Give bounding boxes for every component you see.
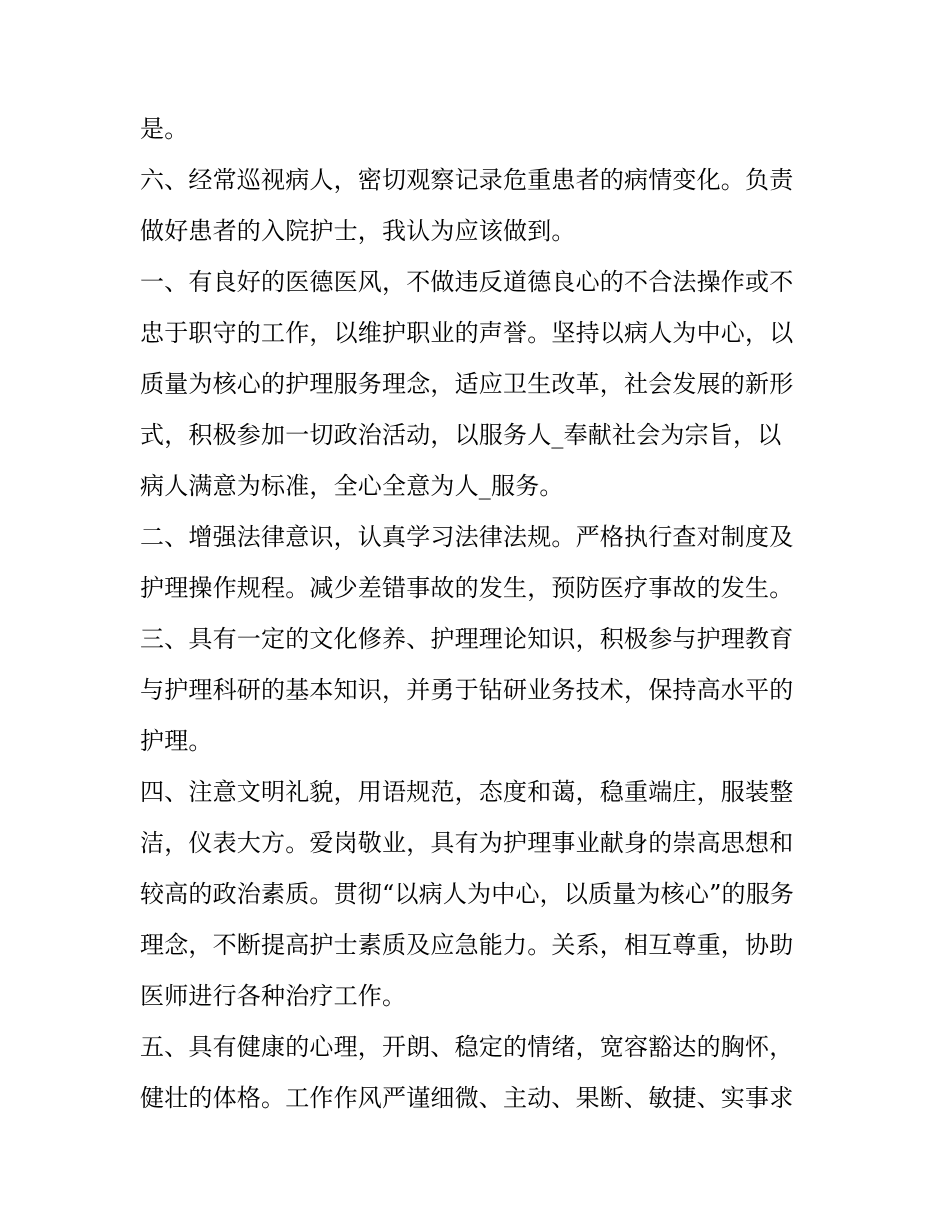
text-line: 医师进行各种治疗工作。 [140,982,407,1010]
text-line: 洁，仪表大方。爱岗敬业，具有为护理事业献身的崇高思想和 [140,829,794,857]
text-line: 病人满意为标准，全心全意为人_服务。 [140,472,564,500]
text-line: 做好患者的入院护士，我认为应该做到。 [140,217,576,245]
document-body [140,104,820,1124]
text-line: 六、经常巡视病人，密切观察记录危重患者的病情变化。负责 [140,166,794,194]
text-line: 与护理科研的基本知识，并勇于钻研业务技术，保持高水平的 [140,676,794,704]
text-line: 三、具有一定的文化修养、护理理论知识，积极参与护理教育 [140,625,794,653]
text-line: 式，积极参加一切政治活动，以服务人_奉献社会为宗旨，以 [140,421,782,449]
text-line: 四、注意文明礼貌，用语规范，态度和蔼，稳重端庄，服装整 [140,778,794,806]
text-line: 是。 [140,115,189,143]
text-line: 健壮的体格。工作作风严谨细微、主动、果断、敏捷、实事求 [140,1084,794,1112]
text-line: 质量为核心的护理服务理念，适应卫生改革，社会发展的新形 [140,370,794,398]
text-line: 一、有良好的医德医风，不做违反道德良心的不合法操作或不 [140,268,794,296]
text-line: 护理操作规程。减少差错事故的发生，预防医疗事故的发生。 [140,574,794,602]
text-line: 忠于职守的工作，以维护职业的声誉。坚持以病人为中心，以 [140,319,794,347]
text-line: 理念，不断提高护士素质及应急能力。关系，相互尊重，协助 [140,931,794,959]
text-line: 较高的政治素质。贯彻“以病人为中心，以质量为核心”的服务 [140,880,795,908]
text-line: 五、具有健康的心理，开朗、稳定的情绪，宽容豁达的胸怀， [140,1033,794,1061]
text-line: 二、增强法律意识，认真学习法律法规。严格执行查对制度及 [140,523,794,551]
text-line: 护理。 [140,727,213,755]
